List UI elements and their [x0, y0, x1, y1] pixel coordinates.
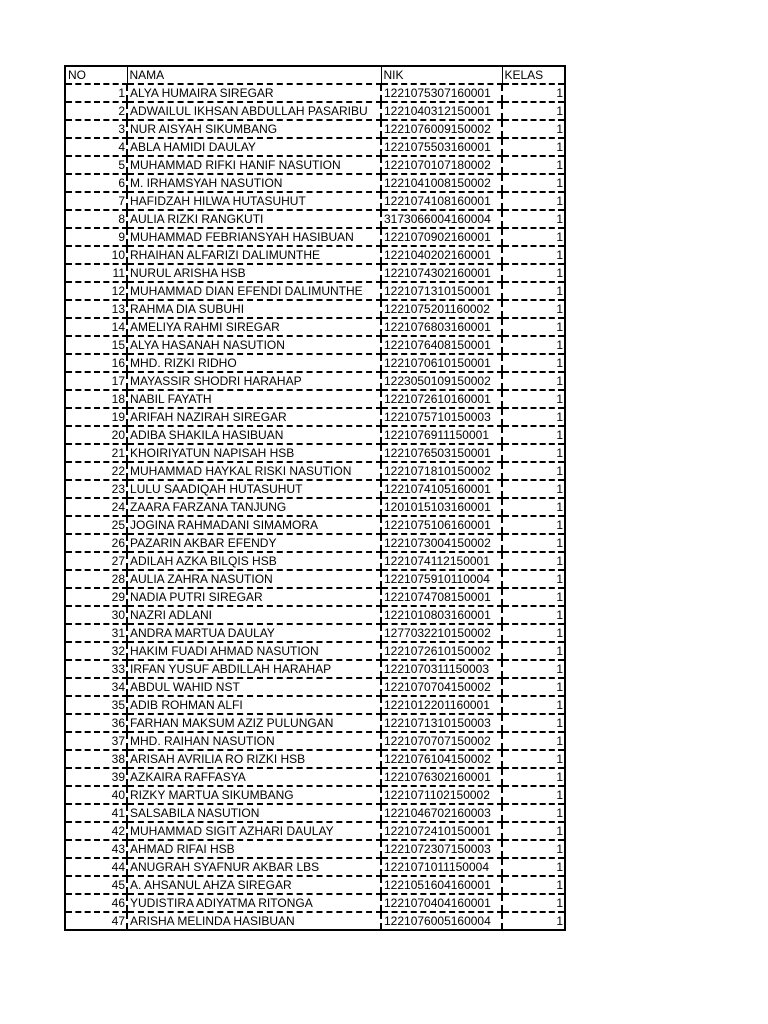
table-row — [65, 408, 565, 426]
table-row — [65, 444, 565, 462]
table-row — [65, 462, 565, 480]
cell-nama[interactable]: ARISHA MELINDA HASIBUAN — [127, 912, 381, 930]
cell-no[interactable]: 10 — [65, 246, 127, 264]
cell-kelas[interactable]: 1 — [502, 858, 565, 876]
table-row — [65, 714, 565, 732]
cell-kelas[interactable]: 1 — [502, 228, 565, 246]
cell-kelas[interactable]: 1 — [502, 318, 565, 336]
cell-no[interactable]: 19 — [65, 408, 127, 426]
cell-nama[interactable]: ABLA HAMIDI DAULAY — [127, 138, 381, 156]
table-row — [65, 642, 565, 660]
cell-nik[interactable]: 1221076009150002 — [381, 120, 502, 138]
cell-nik[interactable]: 1221072610150002 — [381, 642, 502, 660]
cell-nik[interactable]: 1221040202160001 — [381, 246, 502, 264]
cell-kelas[interactable]: 1 — [502, 840, 565, 858]
cell-nik[interactable]: 1221073004150002 — [381, 534, 502, 552]
table-row — [65, 768, 565, 786]
header-nik[interactable]: NIK — [381, 66, 502, 84]
cell-no[interactable]: 32 — [65, 642, 127, 660]
cell-kelas[interactable]: 1 — [502, 804, 565, 822]
cell-kelas[interactable]: 1 — [502, 372, 565, 390]
table-row — [65, 606, 565, 624]
cell-no[interactable]: 14 — [65, 318, 127, 336]
cell-nama[interactable]: NABIL FAYATH — [127, 390, 381, 408]
cell-nik[interactable]: 3173066004160004 — [381, 210, 502, 228]
cell-no[interactable]: 42 — [65, 822, 127, 840]
table-row — [65, 318, 565, 336]
cell-nik[interactable]: 1221070902160001 — [381, 228, 502, 246]
cell-no[interactable]: 47 — [65, 912, 127, 930]
cell-no[interactable]: 40 — [65, 786, 127, 804]
cell-no[interactable]: 3 — [65, 120, 127, 138]
cell-nama[interactable]: IRFAN YUSUF ABDILLAH HARAHAP — [127, 660, 381, 678]
cell-nik[interactable]: 1221072610160001 — [381, 390, 502, 408]
cell-nik[interactable]: 1221075710150003 — [381, 408, 502, 426]
cell-nama[interactable]: ADWAILUL IKHSAN ABDULLAH PASARIBU — [127, 102, 381, 120]
cell-nik[interactable]: 1221076005160004 — [381, 912, 502, 930]
cell-no[interactable]: 45 — [65, 876, 127, 894]
cell-kelas[interactable]: 1 — [502, 84, 565, 102]
cell-no[interactable]: 18 — [65, 390, 127, 408]
cell-kelas[interactable]: 1 — [502, 354, 565, 372]
cell-no[interactable]: 21 — [65, 444, 127, 462]
cell-kelas[interactable]: 1 — [502, 912, 565, 930]
cell-nama[interactable]: ALYA HUMAIRA SIREGAR — [127, 84, 381, 102]
cell-nik[interactable]: 1221075106160001 — [381, 516, 502, 534]
cell-kelas[interactable]: 1 — [502, 894, 565, 912]
cell-kelas[interactable]: 1 — [502, 498, 565, 516]
table-row — [65, 732, 565, 750]
cell-nama[interactable]: ADIBA SHAKILA HASIBUAN — [127, 426, 381, 444]
cell-kelas[interactable]: 1 — [502, 120, 565, 138]
cell-no[interactable]: 34 — [65, 678, 127, 696]
cell-nama[interactable]: SALSABILA NASUTION — [127, 804, 381, 822]
cell-no[interactable]: 9 — [65, 228, 127, 246]
cell-nik[interactable]: 1221070107180002 — [381, 156, 502, 174]
cell-nik[interactable]: 1221076408150001 — [381, 336, 502, 354]
cell-no[interactable]: 37 — [65, 732, 127, 750]
table-row — [65, 210, 565, 228]
table-row — [65, 588, 565, 606]
cell-kelas[interactable]: 1 — [502, 408, 565, 426]
cell-nik[interactable]: 1221074112150001 — [381, 552, 502, 570]
cell-nama[interactable]: JOGINA RAHMADANI SIMAMORA — [127, 516, 381, 534]
cell-nama[interactable]: FARHAN MAKSUM AZIZ PULUNGAN — [127, 714, 381, 732]
cell-kelas[interactable]: 1 — [502, 192, 565, 210]
cell-kelas[interactable]: 1 — [502, 750, 565, 768]
cell-no[interactable]: 25 — [65, 516, 127, 534]
cell-nama[interactable]: AZKAIRA RAFFASYA — [127, 768, 381, 786]
cell-nik[interactable]: 1221076302160001 — [381, 768, 502, 786]
cell-no[interactable]: 4 — [65, 138, 127, 156]
cell-no[interactable]: 7 — [65, 192, 127, 210]
header-row — [65, 66, 565, 84]
cell-nama[interactable]: KHOIRIYATUN NAPISAH HSB — [127, 444, 381, 462]
cell-nama[interactable]: AULIA RIZKI RANGKUTI — [127, 210, 381, 228]
cell-nama[interactable]: ABDUL WAHID NST — [127, 678, 381, 696]
cell-nik[interactable]: 1221040312150001 — [381, 102, 502, 120]
table-row — [65, 138, 565, 156]
table-row — [65, 912, 565, 930]
table-row — [65, 696, 565, 714]
cell-nik[interactable]: 1221070404160001 — [381, 894, 502, 912]
cell-no[interactable]: 26 — [65, 534, 127, 552]
cell-kelas[interactable]: 1 — [502, 300, 565, 318]
cell-nik[interactable]: 1221076911150001 — [381, 426, 502, 444]
table-row — [65, 498, 565, 516]
cell-nama[interactable]: AHMAD RIFAI HSB — [127, 840, 381, 858]
cell-nama[interactable]: ARISAH AVRILIA RO RIZKI HSB — [127, 750, 381, 768]
cell-nik[interactable]: 1221071810150002 — [381, 462, 502, 480]
cell-nik[interactable]: 1221071102150002 — [381, 786, 502, 804]
header-nama[interactable]: NAMA — [127, 66, 381, 84]
cell-no[interactable]: 1 — [65, 84, 127, 102]
cell-no[interactable]: 36 — [65, 714, 127, 732]
table-row — [65, 804, 565, 822]
cell-kelas[interactable]: 1 — [502, 444, 565, 462]
cell-no[interactable]: 17 — [65, 372, 127, 390]
cell-kelas[interactable]: 1 — [502, 768, 565, 786]
cell-kelas[interactable]: 1 — [502, 264, 565, 282]
cell-no[interactable]: 30 — [65, 606, 127, 624]
cell-nik[interactable]: 1221070704150002 — [381, 678, 502, 696]
table-row — [65, 822, 565, 840]
cell-nik[interactable]: 1221074108160001 — [381, 192, 502, 210]
cell-nama[interactable]: ZAARA FARZANA TANJUNG — [127, 498, 381, 516]
table-row — [65, 174, 565, 192]
cell-nik[interactable]: 1221051604160001 — [381, 876, 502, 894]
cell-no[interactable]: 6 — [65, 174, 127, 192]
table-row — [65, 570, 565, 588]
cell-nama[interactable]: NADIA PUTRI SIREGAR — [127, 588, 381, 606]
cell-nik[interactable]: 1221072410150001 — [381, 822, 502, 840]
table-row — [65, 120, 565, 138]
cell-no[interactable]: 28 — [65, 570, 127, 588]
cell-nik[interactable]: 1223050109150002 — [381, 372, 502, 390]
cell-nama[interactable]: MUHAMMAD FEBRIANSYAH HASIBUAN — [127, 228, 381, 246]
cell-nama[interactable]: AMELIYA RAHMI SIREGAR — [127, 318, 381, 336]
cell-nik[interactable]: 1221074105160001 — [381, 480, 502, 498]
cell-nik[interactable]: 1221041008150002 — [381, 174, 502, 192]
cell-nama[interactable]: MAYASSIR SHODRI HARAHAP — [127, 372, 381, 390]
header-kelas[interactable]: KELAS — [502, 66, 565, 84]
cell-nik[interactable]: 1221076803160001 — [381, 318, 502, 336]
table-row — [65, 246, 565, 264]
table-row — [65, 840, 565, 858]
cell-no[interactable]: 43 — [65, 840, 127, 858]
cell-no[interactable]: 20 — [65, 426, 127, 444]
table-row — [65, 516, 565, 534]
cell-nama[interactable]: RHAIHAN ALFARIZI DALIMUNTHE — [127, 246, 381, 264]
cell-nama[interactable]: ANDRA MARTUA DAULAY — [127, 624, 381, 642]
cell-kelas[interactable]: 1 — [502, 822, 565, 840]
table-row — [65, 102, 565, 120]
cell-nik[interactable]: 1221074302160001 — [381, 264, 502, 282]
cell-nama[interactable]: HAFIDZAH HILWA HUTASUHUT — [127, 192, 381, 210]
cell-kelas[interactable]: 1 — [502, 606, 565, 624]
cell-no[interactable]: 2 — [65, 102, 127, 120]
cell-nama[interactable]: NAZRI ADLANI — [127, 606, 381, 624]
cell-nik[interactable]: 1201015103160001 — [381, 498, 502, 516]
table-row — [65, 678, 565, 696]
table-row — [65, 264, 565, 282]
cell-kelas[interactable]: 1 — [502, 570, 565, 588]
cell-no[interactable]: 5 — [65, 156, 127, 174]
cell-no[interactable]: 12 — [65, 282, 127, 300]
cell-nik[interactable]: 1277032210150002 — [381, 624, 502, 642]
cell-nik[interactable]: 1221074708150001 — [381, 588, 502, 606]
cell-no[interactable]: 8 — [65, 210, 127, 228]
table-row — [65, 228, 565, 246]
table-row — [65, 876, 565, 894]
cell-nik[interactable]: 1221076503150001 — [381, 444, 502, 462]
cell-nik[interactable]: 1221070311150003 — [381, 660, 502, 678]
header-no[interactable]: NO — [65, 66, 127, 84]
cell-nama[interactable]: M. IRHAMSYAH NASUTION — [127, 174, 381, 192]
cell-nik[interactable]: 1221012201160001 — [381, 696, 502, 714]
table-row — [65, 300, 565, 318]
cell-kelas[interactable]: 1 — [502, 156, 565, 174]
cell-nik[interactable]: 1221075910110004 — [381, 570, 502, 588]
cell-kelas[interactable]: 1 — [502, 336, 565, 354]
cell-no[interactable]: 27 — [65, 552, 127, 570]
cell-kelas[interactable]: 1 — [502, 552, 565, 570]
cell-no[interactable]: 24 — [65, 498, 127, 516]
table-row — [65, 894, 565, 912]
cell-kelas[interactable]: 1 — [502, 246, 565, 264]
cell-kelas[interactable]: 1 — [502, 876, 565, 894]
cell-nik[interactable]: 1221071310150003 — [381, 714, 502, 732]
cell-kelas[interactable]: 1 — [502, 210, 565, 228]
cell-kelas[interactable]: 1 — [502, 696, 565, 714]
cell-no[interactable]: 33 — [65, 660, 127, 678]
cell-no[interactable]: 38 — [65, 750, 127, 768]
cell-no[interactable]: 22 — [65, 462, 127, 480]
cell-nik[interactable]: 1221010803160001 — [381, 606, 502, 624]
cell-nama[interactable]: ADILAH AZKA BILQIS HSB — [127, 552, 381, 570]
cell-nik[interactable]: 1221075307160001 — [381, 84, 502, 102]
cell-nama[interactable]: ANUGRAH SYAFNUR AKBAR LBS — [127, 858, 381, 876]
cell-no[interactable]: 16 — [65, 354, 127, 372]
cell-nik[interactable]: 1221070707150002 — [381, 732, 502, 750]
cell-no[interactable]: 35 — [65, 696, 127, 714]
cell-kelas[interactable]: 1 — [502, 174, 565, 192]
cell-nama[interactable]: PAZARIN AKBAR EFENDY — [127, 534, 381, 552]
table-row — [65, 354, 565, 372]
cell-nama[interactable]: AULIA ZAHRA NASUTION — [127, 570, 381, 588]
cell-kelas[interactable]: 1 — [502, 624, 565, 642]
cell-no[interactable]: 46 — [65, 894, 127, 912]
cell-nama[interactable]: MUHAMMAD DIAN EFENDI DALIMUNTHE — [127, 282, 381, 300]
cell-nama[interactable]: LULU SAADIQAH HUTASUHUT — [127, 480, 381, 498]
cell-kelas[interactable]: 1 — [502, 660, 565, 678]
table-row — [65, 336, 565, 354]
cell-nik[interactable]: 1221072307150003 — [381, 840, 502, 858]
cell-kelas[interactable]: 1 — [502, 714, 565, 732]
table-row — [65, 426, 565, 444]
cell-nama[interactable]: YUDISTIRA ADIYATMA RITONGA — [127, 894, 381, 912]
cell-nik[interactable]: 1221076104150002 — [381, 750, 502, 768]
table-row — [65, 282, 565, 300]
cell-nama[interactable]: NURUL ARISHA HSB — [127, 264, 381, 282]
cell-no[interactable]: 15 — [65, 336, 127, 354]
table-row — [65, 372, 565, 390]
table-row — [65, 156, 565, 174]
cell-kelas[interactable]: 1 — [502, 534, 565, 552]
cell-nama[interactable]: MUHAMMAD RIFKI HANIF NASUTION — [127, 156, 381, 174]
table-row — [65, 552, 565, 570]
cell-kelas[interactable]: 1 — [502, 732, 565, 750]
cell-nama[interactable]: MUHAMMAD SIGIT AZHARI DAULAY — [127, 822, 381, 840]
table-row — [65, 750, 565, 768]
cell-kelas[interactable]: 1 — [502, 138, 565, 156]
cell-no[interactable]: 11 — [65, 264, 127, 282]
cell-nik[interactable]: 1221075503160001 — [381, 138, 502, 156]
cell-nama[interactable]: ALYA HASANAH NASUTION — [127, 336, 381, 354]
table-row — [65, 480, 565, 498]
cell-kelas[interactable]: 1 — [502, 516, 565, 534]
cell-nama[interactable]: NUR AISYAH SIKUMBANG — [127, 120, 381, 138]
cell-nama[interactable]: ARIFAH NAZIRAH SIREGAR — [127, 408, 381, 426]
table-row — [65, 660, 565, 678]
cell-kelas[interactable]: 1 — [502, 678, 565, 696]
cell-nama[interactable]: MHD. RAIHAN NASUTION — [127, 732, 381, 750]
cell-kelas[interactable]: 1 — [502, 642, 565, 660]
cell-nama[interactable]: RAHMA DIA SUBUHI — [127, 300, 381, 318]
table-row — [65, 786, 565, 804]
cell-nik[interactable]: 1221071310150001 — [381, 282, 502, 300]
cell-nik[interactable]: 1221071011150004 — [381, 858, 502, 876]
cell-no[interactable]: 29 — [65, 588, 127, 606]
student-table — [64, 65, 566, 931]
cell-no[interactable]: 44 — [65, 858, 127, 876]
cell-kelas[interactable]: 1 — [502, 426, 565, 444]
cell-no[interactable]: 41 — [65, 804, 127, 822]
cell-nik[interactable]: 1221070610150001 — [381, 354, 502, 372]
cell-kelas[interactable]: 1 — [502, 786, 565, 804]
table-row — [65, 192, 565, 210]
cell-no[interactable]: 23 — [65, 480, 127, 498]
table-row — [65, 390, 565, 408]
cell-nama[interactable]: MUHAMMAD HAYKAL RISKI NASUTION — [127, 462, 381, 480]
table-row — [65, 534, 565, 552]
cell-nik[interactable]: 1221046702160003 — [381, 804, 502, 822]
cell-nama[interactable]: A. AHSANUL AHZA SIREGAR — [127, 876, 381, 894]
cell-nama[interactable]: HAKIM FUADI AHMAD NASUTION — [127, 642, 381, 660]
cell-no[interactable]: 31 — [65, 624, 127, 642]
cell-kelas[interactable]: 1 — [502, 462, 565, 480]
cell-no[interactable]: 39 — [65, 768, 127, 786]
cell-nama[interactable]: RIZKY MARTUA SIKUMBANG — [127, 786, 381, 804]
cell-nama[interactable]: ADIB ROHMAN ALFI — [127, 696, 381, 714]
table-row — [65, 624, 565, 642]
table-row — [65, 858, 565, 876]
cell-kelas[interactable]: 1 — [502, 282, 565, 300]
table-row — [65, 84, 565, 102]
cell-nik[interactable]: 1221075201160002 — [381, 300, 502, 318]
cell-kelas[interactable]: 1 — [502, 480, 565, 498]
cell-kelas[interactable]: 1 — [502, 102, 565, 120]
cell-kelas[interactable]: 1 — [502, 588, 565, 606]
cell-kelas[interactable]: 1 — [502, 390, 565, 408]
cell-no[interactable]: 13 — [65, 300, 127, 318]
cell-nama[interactable]: MHD. RIZKI RIDHO — [127, 354, 381, 372]
